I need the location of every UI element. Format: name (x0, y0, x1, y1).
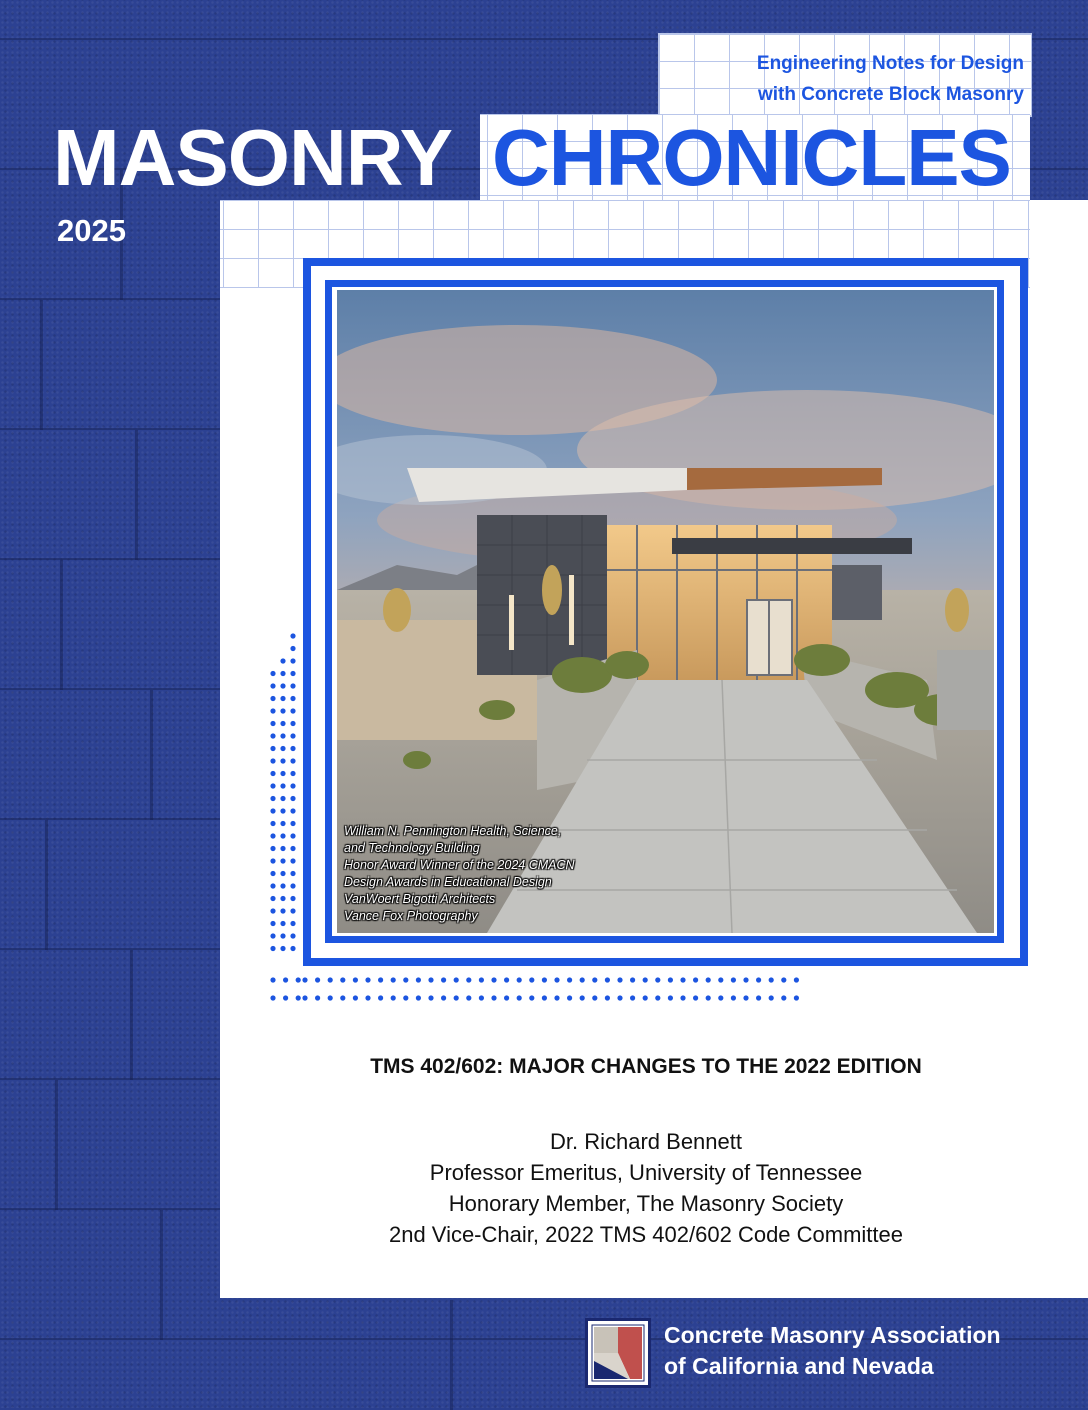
accent-dot (270, 696, 275, 701)
accent-dot (270, 946, 275, 951)
accent-dot (378, 995, 383, 1000)
accent-dot (290, 921, 295, 926)
accent-dot (270, 771, 275, 776)
accent-dot (270, 908, 275, 913)
accent-dot (605, 995, 610, 1000)
accent-dot (296, 995, 301, 1000)
accent-dot (280, 783, 285, 788)
organization-name (664, 1320, 1001, 1382)
accent-dot (466, 977, 471, 982)
accent-dot (567, 995, 572, 1000)
accent-dot (290, 696, 295, 701)
accent-dot (280, 758, 285, 763)
accent-dot (643, 977, 648, 982)
accent-dot (270, 833, 275, 838)
accent-dot (706, 995, 711, 1000)
accent-dot (290, 733, 295, 738)
accent-dot (290, 758, 295, 763)
caption-line: William N. Pennington Health, Science, (344, 824, 562, 838)
accent-dot (270, 871, 275, 876)
accent-dot (280, 871, 285, 876)
accent-dot (353, 995, 358, 1000)
accent-dot (517, 977, 522, 982)
accent-dot (280, 883, 285, 888)
accent-dot (668, 977, 673, 982)
accent-dot (743, 977, 748, 982)
accent-dot (280, 658, 285, 663)
accent-dot (567, 977, 572, 982)
issue-year: 2025 (57, 213, 126, 248)
accent-dot (283, 977, 288, 982)
mortar-joint (60, 560, 63, 690)
accent-dot (270, 746, 275, 751)
accent-dot (296, 977, 301, 982)
accent-dot (592, 995, 597, 1000)
accent-dot (280, 833, 285, 838)
accent-dot (756, 995, 761, 1000)
accent-dot (592, 977, 597, 982)
accent-dot (290, 946, 295, 951)
accent-dot (718, 995, 723, 1000)
accent-dot (769, 995, 774, 1000)
accent-dot (280, 708, 285, 713)
accent-dot (290, 708, 295, 713)
accent-dot (479, 977, 484, 982)
accent-dot (302, 995, 307, 1000)
accent-dot (280, 808, 285, 813)
tagline-line-1: Engineering Notes for Design (756, 53, 1024, 74)
tagline-line-2: with Concrete Block Masonry (757, 84, 1024, 105)
accent-dot (403, 995, 408, 1000)
accent-dot (270, 977, 275, 982)
accent-dot (680, 977, 685, 982)
accent-dot (517, 995, 522, 1000)
panel-filler (1030, 200, 1088, 290)
accent-dot (270, 846, 275, 851)
accent-dot (391, 977, 396, 982)
accent-dot (290, 633, 295, 638)
author-name: Dr. Richard Bennett (550, 1129, 742, 1154)
accent-dot (315, 995, 320, 1000)
mortar-joint (150, 690, 153, 820)
accent-dot (542, 995, 547, 1000)
accent-dot (270, 683, 275, 688)
accent-dot (781, 977, 786, 982)
accent-dot (504, 977, 509, 982)
accent-dot (270, 796, 275, 801)
author-affiliation: Professor Emeritus, University of Tennessee (429, 1160, 863, 1185)
accent-dot (290, 821, 295, 826)
author-affiliation: 2nd Vice-Chair, 2022 TMS 402/602 Code Committee (388, 1222, 904, 1247)
accent-dot (416, 977, 421, 982)
accent-dot (781, 995, 786, 1000)
accent-dot (290, 646, 295, 651)
accent-dot (441, 977, 446, 982)
accent-dot (290, 871, 295, 876)
accent-dot (655, 977, 660, 982)
accent-dot (290, 858, 295, 863)
accent-dot (491, 995, 496, 1000)
accent-dot (794, 995, 799, 1000)
caption-line: Design Awards in Educational Design (344, 875, 552, 889)
accent-dot (270, 708, 275, 713)
accent-dot (340, 995, 345, 1000)
accent-dot (466, 995, 471, 1000)
accent-dot (731, 977, 736, 982)
accent-dot (378, 977, 383, 982)
accent-dot (290, 683, 295, 688)
accent-dot (328, 977, 333, 982)
accent-dot (290, 746, 295, 751)
accent-dot (270, 896, 275, 901)
accent-dot (270, 821, 275, 826)
mortar-joint (450, 1300, 453, 1410)
accent-dot (769, 977, 774, 982)
accent-dot (290, 808, 295, 813)
accent-dot (454, 995, 459, 1000)
accent-dot (529, 995, 534, 1000)
accent-dot (315, 977, 320, 982)
accent-dot (290, 783, 295, 788)
accent-dot (290, 846, 295, 851)
mortar-joint (55, 1080, 58, 1210)
accent-dot (270, 783, 275, 788)
accent-dot (280, 921, 285, 926)
accent-dot (428, 995, 433, 1000)
accent-dot (743, 995, 748, 1000)
accent-dot (270, 733, 275, 738)
accent-dot (365, 995, 370, 1000)
article-headline: TMS 402/602: MAJOR CHANGES TO THE 2022 EDITION (370, 1055, 922, 1078)
cmacn-logo-icon (585, 1318, 651, 1388)
accent-dot (280, 683, 285, 688)
accent-dot (668, 995, 673, 1000)
caption-line: Honor Award Winner of the 2024 CMACN (344, 858, 575, 872)
masthead-title-part1: MASONRY (53, 113, 452, 202)
caption-line: VanWoert Bigotti Architects (344, 892, 496, 906)
accent-dot (290, 883, 295, 888)
accent-dot (270, 883, 275, 888)
accent-dot (270, 933, 275, 938)
accent-dot (731, 995, 736, 1000)
accent-dot (643, 995, 648, 1000)
author-block (220, 1126, 1072, 1250)
accent-dot (580, 977, 585, 982)
accent-dot (630, 977, 635, 982)
accent-dot (270, 995, 275, 1000)
accent-dot (280, 846, 285, 851)
accent-dot (270, 808, 275, 813)
org-name-line-1: Concrete Masonry Association (664, 1322, 1001, 1348)
accent-dot (270, 858, 275, 863)
accent-dot (280, 858, 285, 863)
accent-dot (283, 995, 288, 1000)
mortar-joint (135, 430, 138, 560)
accent-dot (302, 977, 307, 982)
accent-dot (290, 933, 295, 938)
accent-dot (290, 896, 295, 901)
mortar-joint (40, 300, 43, 430)
accent-dot (441, 995, 446, 1000)
author-affiliation: Honorary Member, The Masonry Society (448, 1191, 844, 1216)
accent-dot (280, 771, 285, 776)
accent-dot (290, 771, 295, 776)
accent-dot (290, 833, 295, 838)
accent-dot (280, 796, 285, 801)
accent-dot (630, 995, 635, 1000)
caption-line: and Technology Building (344, 841, 480, 855)
accent-dot (617, 977, 622, 982)
accent-dot (718, 977, 723, 982)
accent-dot (340, 977, 345, 982)
accent-dot (270, 671, 275, 676)
masthead-title-part2: CHRONICLES (492, 113, 1011, 202)
accent-dot (529, 977, 534, 982)
accent-dot (290, 721, 295, 726)
accent-dot (280, 746, 285, 751)
accent-dot (280, 721, 285, 726)
accent-dot (428, 977, 433, 982)
accent-dot (454, 977, 459, 982)
accent-dot (280, 733, 285, 738)
accent-dot (479, 995, 484, 1000)
accent-dot (270, 758, 275, 763)
accent-dot (617, 995, 622, 1000)
accent-dot (280, 908, 285, 913)
tagline (662, 48, 1024, 110)
accent-dot (605, 977, 610, 982)
accent-dot (290, 671, 295, 676)
accent-dot (353, 977, 358, 982)
accent-dot (280, 933, 285, 938)
accent-dot (328, 995, 333, 1000)
org-name-line-2: of California and Nevada (664, 1353, 934, 1379)
accent-dot (706, 977, 711, 982)
mortar-joint (160, 1210, 163, 1340)
mortar-joint (130, 950, 133, 1080)
accent-dot (280, 671, 285, 676)
accent-dot (542, 977, 547, 982)
accent-dot (391, 995, 396, 1000)
photo-caption (344, 823, 644, 925)
accent-dot (270, 921, 275, 926)
caption-line: Vance Fox Photography (344, 909, 478, 923)
accent-dot (416, 995, 421, 1000)
accent-dot (280, 896, 285, 901)
accent-dot (680, 995, 685, 1000)
accent-dot (554, 995, 559, 1000)
accent-dot (270, 721, 275, 726)
accent-dot (280, 696, 285, 701)
accent-dot (365, 977, 370, 982)
accent-dot (756, 977, 761, 982)
accent-dot (693, 977, 698, 982)
accent-dot (794, 977, 799, 982)
accent-dot (554, 977, 559, 982)
mortar-joint (45, 820, 48, 950)
accent-dot (290, 658, 295, 663)
accent-dot (491, 977, 496, 982)
accent-dot (580, 995, 585, 1000)
accent-dot (403, 977, 408, 982)
accent-dot (290, 908, 295, 913)
accent-dot (693, 995, 698, 1000)
accent-dot (655, 995, 660, 1000)
accent-dot (280, 821, 285, 826)
accent-dot (280, 946, 285, 951)
accent-dot (504, 995, 509, 1000)
accent-dot (290, 796, 295, 801)
